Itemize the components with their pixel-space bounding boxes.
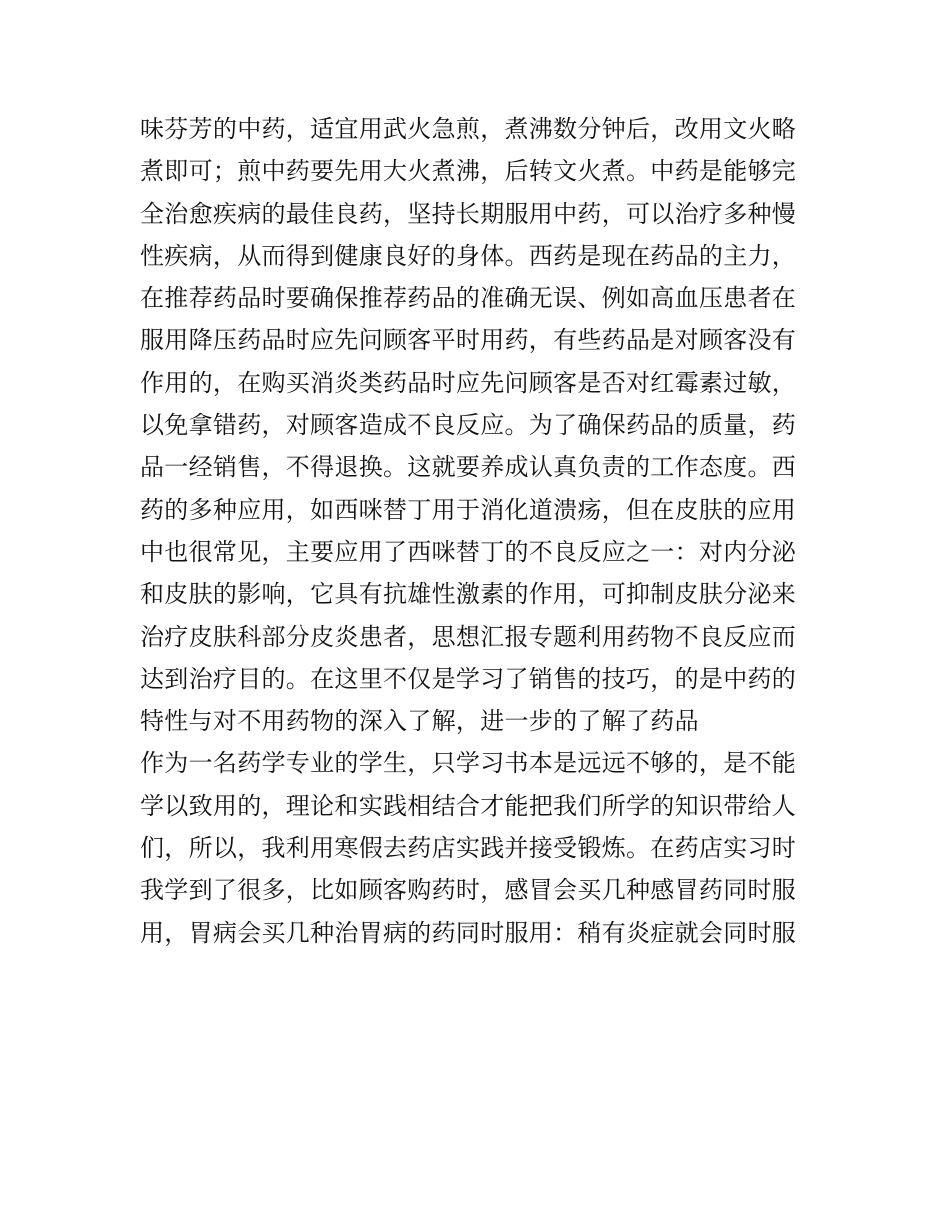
text-line: 达到治疗目的。在这里不仅是学习了销售的技巧，的是中药的	[140, 664, 797, 693]
text-line: 用，胃病会买几种治胃病的药同时服用：稍有炎症就会同时服	[140, 918, 797, 947]
text-line: 们，所以，我利用寒假去药店实践并接受锻炼。在药店实习时	[140, 834, 797, 863]
text-line: 味芬芳的中药，适宜用武火急煎，煮沸数分钟后，改用文火略	[140, 115, 797, 143]
text-line: 作用的，在购买消炎类药品时应先问顾客是否对红霉素过敏，	[140, 368, 797, 397]
text-line: 和皮肤的影响，它具有抗雄性激素的作用，可抑制皮肤分泌来	[140, 580, 797, 609]
text-line: 在推荐药品时要确保推荐药品的准确无误、例如高血压患者在	[140, 284, 797, 313]
text-line: 中也很常见，主要应用了西咪替丁的不良反应之一：对内分泌	[140, 537, 797, 566]
text-line: 治疗皮肤科部分皮炎患者，思想汇报专题利用药物不良反应而	[140, 622, 797, 651]
text-line: 我学到了很多，比如顾客购药时，感冒会买几种感冒药同时服	[140, 876, 797, 905]
text-line: 药的多种应用，如西咪替丁用于消化道溃疡，但在皮肤的应用	[140, 495, 797, 524]
text-line: 煮即可；煎中药要先用大火煮沸，后转文火煮。中药是能够完	[140, 157, 797, 186]
text-line: 全治愈疾病的最佳良药，坚持长期服用中药，可以治疗多种慢	[140, 199, 797, 228]
text-line: 以免拿错药，对顾客造成不良反应。为了确保药品的质量，药	[140, 411, 797, 440]
text-line: 学以致用的，理论和实践相结合才能把我们所学的知识带给人	[140, 791, 797, 820]
text-line: 性疾病，从而得到健康良好的身体。西药是现在药品的主力，	[140, 241, 797, 270]
text-line: 作为一名药学专业的学生，只学习书本是远远不够的，是不能	[140, 749, 797, 778]
text-line: 品一经销售，不得退换。这就要养成认真负责的工作态度。西	[140, 453, 797, 482]
body-text	[140, 108, 820, 954]
text-line: 特性与对不用药物的深入了解，进一步的了解了药品	[140, 707, 699, 736]
text-line: 服用降压药品时应先问顾客平时用药，有些药品是对顾客没有	[140, 326, 797, 355]
